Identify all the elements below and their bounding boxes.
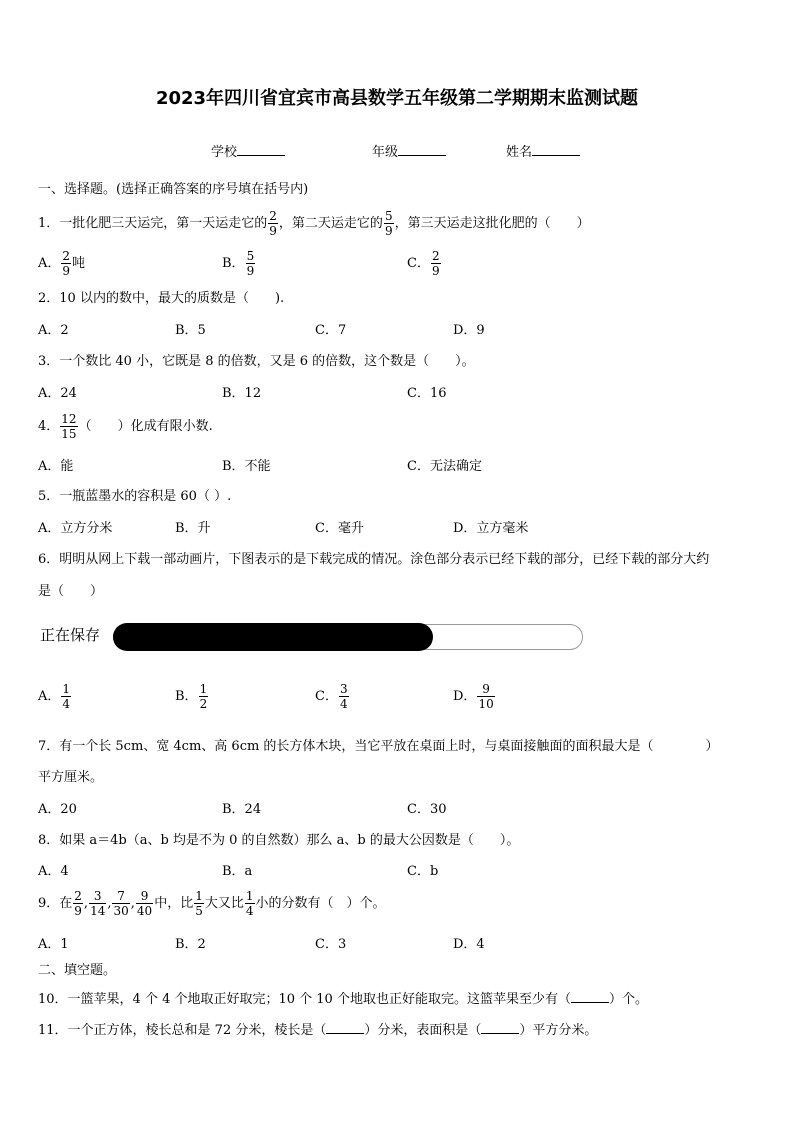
q7-option-a[interactable]: A．20 — [38, 802, 77, 817]
q6-option-a[interactable]: A． $\frac{1}{4}$ — [38, 682, 71, 711]
q10-answer-blank[interactable] — [571, 990, 609, 1003]
name-field: 姓名 — [506, 143, 580, 159]
q4-option-c[interactable]: C．无法确定 — [407, 459, 482, 474]
progress-fill — [113, 623, 433, 651]
q6-option-c[interactable]: C． $\frac{3}{4}$ — [315, 682, 348, 711]
q8-option-c[interactable]: C．b — [407, 864, 439, 879]
q4-option-b[interactable]: B．不能 — [222, 459, 271, 474]
question-9: 9．在 $\frac{2}{9}$ , $\frac{3}{14}$ , $\frac{7}{30}$ , $\frac{9}{40}$ 中，比 $\frac{1}{5}$ 大又比 $\frac{1}{4}$ 小的分数有（ ）个。 — [38, 889, 386, 918]
q5-option-d[interactable]: D．立方毫米 — [453, 521, 529, 536]
fraction: $\frac{5}{9}$ — [384, 209, 393, 238]
q8-option-b[interactable]: B．a — [222, 864, 253, 879]
q4-option-a[interactable]: A．能 — [38, 459, 74, 474]
school-blank[interactable] — [237, 143, 285, 156]
q1-option-c[interactable]: C． $\frac{2}{9}$ — [407, 249, 440, 278]
question-7-line2: 平方厘米。 — [38, 770, 104, 785]
question-8: 8．如果 a＝4b（a、b 均是不为 0 的自然数）那么 a、b 的最大公因数是（ ）。 — [38, 833, 520, 848]
question-3: 3．一个数比 40 小，它既是 8 的倍数，又是 6 的倍数，这个数是（ ）。 — [38, 354, 475, 369]
q9-option-d[interactable]: D．4 — [453, 937, 485, 952]
q9-option-a[interactable]: A．1 — [38, 937, 69, 952]
q6-option-d[interactable]: D． $\frac{9}{10}$ — [453, 682, 494, 711]
progress-label: 正在保存 — [40, 626, 101, 644]
q1-option-a[interactable]: A． $\frac{2}{9}$ 吨 — [38, 249, 86, 278]
page-title: 2023年四川省宜宾市高县数学五年级第二学期期末监测试题 — [155, 88, 639, 109]
q6-option-b[interactable]: B． $\frac{1}{2}$ — [175, 682, 208, 711]
q11-area-blank[interactable] — [481, 1021, 519, 1034]
q2-option-d[interactable]: D．9 — [453, 323, 485, 338]
question-10: 10．一篮苹果，4 个 4 个地取正好取完；10 个 10 个地取也正好能取完。这篮苹果至少有（ ）个。 — [38, 992, 648, 1007]
q3-option-b[interactable]: B．12 — [222, 386, 262, 401]
q3-option-a[interactable]: A．24 — [38, 386, 77, 401]
question-11: 11．一个正方体，棱长总和是 72 分米，棱长是（ ）分米，表面积是（ ）平方分米。 — [38, 1023, 598, 1038]
question-1: 1．一批化肥三天运完，第一天运走它的 $\frac{2}{9}$ ，第二天运走它的 $\frac{5}{9}$ ，第三天运走这批化肥的（ ） — [38, 209, 590, 238]
q5-option-a[interactable]: A．立方分米 — [38, 521, 113, 536]
q5-option-b[interactable]: B．升 — [175, 521, 211, 536]
q11-edge-blank[interactable] — [326, 1021, 364, 1034]
q9-option-b[interactable]: B．2 — [175, 937, 206, 952]
q9-option-c[interactable]: C．3 — [315, 937, 347, 952]
q2-option-a[interactable]: A．2 — [38, 323, 69, 338]
fraction: $\frac{2}{9}$ — [269, 209, 277, 238]
q1-option-b[interactable]: B． $\frac{5}{9}$ — [222, 249, 255, 278]
question-2: 2．10 以内的数中，最大的质数是（ ). — [38, 291, 285, 306]
q2-option-b[interactable]: B．5 — [175, 323, 206, 338]
section-fill-heading: 二、填空题。 — [38, 963, 117, 978]
fraction: $\frac{12}{15}$ — [61, 412, 77, 441]
grade-blank[interactable] — [398, 143, 446, 156]
q2-option-c[interactable]: C．7 — [315, 323, 347, 338]
q8-option-a[interactable]: A．4 — [38, 864, 69, 879]
question-7-line1: 7．有一个长 5cm、宽 4cm、高 6cm 的长方体木块，当它平放在桌面上时，与桌面接触面的面积最大是（ ） — [38, 739, 719, 754]
school-field: 学校 — [211, 143, 285, 159]
question-4: 4． $\frac{12}{15}$ （ ）化成有限小数. — [38, 412, 213, 441]
q3-option-c[interactable]: C．16 — [407, 386, 447, 401]
q7-option-b[interactable]: B．24 — [222, 802, 262, 817]
q7-option-c[interactable]: C．30 — [407, 802, 447, 817]
question-6-line1: 6．明明从网上下载一部动画片，下图表示的是下载完成的情况。涂色部分表示已经下载的部分，已经下载的部分大约 — [38, 552, 710, 567]
question-5: 5．一瓶蓝墨水的容积是 60（ ）. — [38, 489, 232, 504]
grade-field: 年级 — [372, 143, 446, 159]
section-choice-heading: 一、选择题。(选择正确答案的序号填在括号内) — [38, 182, 309, 197]
q5-option-c[interactable]: C．毫升 — [315, 521, 364, 536]
question-6-line2: 是（ ） — [38, 584, 104, 599]
name-blank[interactable] — [532, 143, 580, 156]
